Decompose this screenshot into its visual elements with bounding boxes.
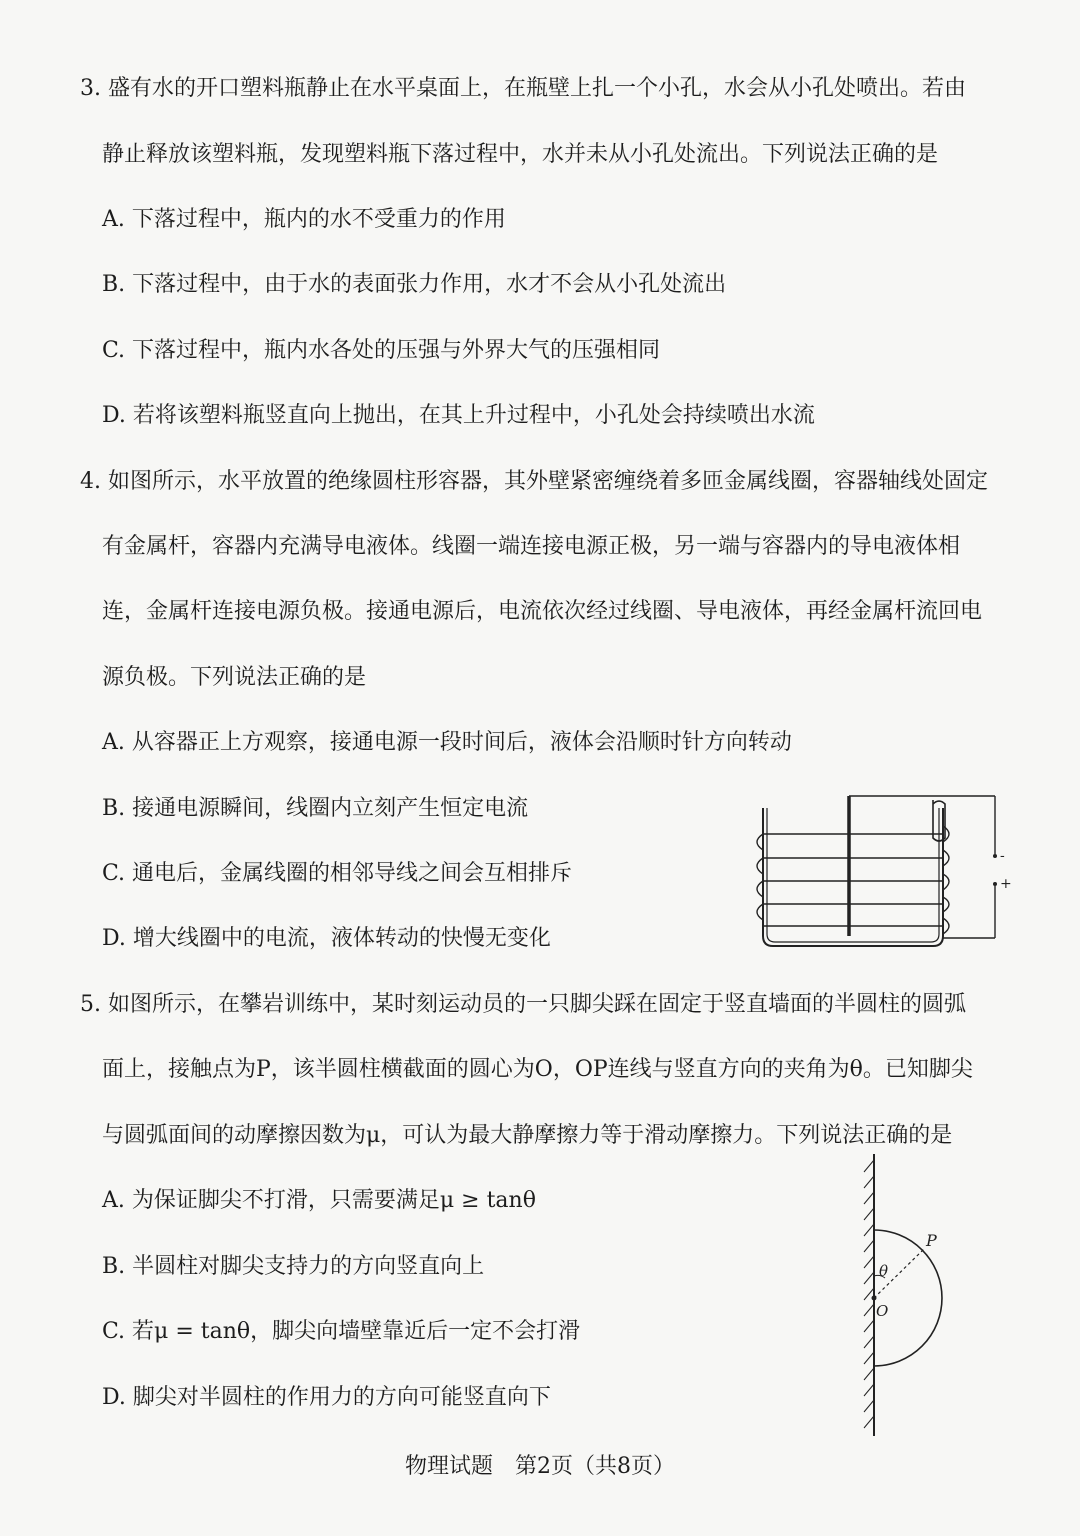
q5-stem-line-2: 面上，接触点为P，该半圆柱横截面的圆心为O，OP连线与竖直方向的夹角为θ。已知脚尖 [102,1057,973,1082]
page-footer: 物理试题 第2页（共8页） [405,1454,675,1479]
q4-option-b: B. 接通电源瞬间，线圈内立刻产生恒定电流 [102,796,529,821]
q3-stem-line-2: 静止释放该塑料瓶，发现塑料瓶下落过程中，水并未从小孔处流出。下列说法正确的是 [102,142,939,167]
q4-stem-line-1: 4. 如图所示，水平放置的绝缘圆柱形容器，其外壁紧密缠绕着多匝金属线圈，容器轴线处固定 [80,469,988,494]
q4-coil-container-figure [745,790,1015,955]
q5-half-cylinder-figure [850,1150,980,1440]
q4-stem-line-3: 连，金属杆连接电源负极。接通电源后，电流依次经过线圈、导电液体，再经金属杆流回电 [102,599,983,624]
q5-option-d: D. 脚尖对半圆柱的作用力的方向可能竖直向下 [102,1385,551,1410]
q4-stem-line-4: 源负极。下列说法正确的是 [102,665,367,690]
q5-stem-line-3: 与圆弧面间的动摩擦因数为μ，可认为最大静摩擦力等于滑动摩擦力。下列说法正确的是 [102,1123,953,1148]
q5-option-a: A. 为保证脚尖不打滑，只需要满足μ ≥ tanθ [102,1188,536,1213]
q4-stem-line-2: 有金属杆，容器内充满导电液体。线圈一端连接电源正极，另一端与容器内的导电液体相 [102,534,961,559]
plus-terminal-label: + [1000,876,1012,892]
q5-option-c: C. 若μ = tanθ，脚尖向墙壁靠近后一定不会打滑 [102,1319,581,1344]
center-o-label: O [876,1302,889,1320]
minus-terminal-label: - [1000,848,1005,864]
point-p-label: P [926,1231,937,1250]
q3-option-d: D. 若将该塑料瓶竖直向上抛出，在其上升过程中，小孔处会持续喷出水流 [102,403,815,428]
q4-option-d: D. 增大线圈中的电流，液体转动的快慢无变化 [102,926,551,951]
q3-option-b: B. 下落过程中，由于水的表面张力作用，水才不会从小孔处流出 [102,272,727,297]
q5-stem-line-1: 5. 如图所示，在攀岩训练中，某时刻运动员的一只脚尖踩在固定于竖直墙面的半圆柱的圆弧 [80,992,966,1017]
q3-stem-line-1: 3. 盛有水的开口塑料瓶静止在水平桌面上，在瓶壁上扎一个小孔，水会从小孔处喷出。若由 [80,76,966,101]
q5-option-b: B. 半圆柱对脚尖支持力的方向竖直向上 [102,1254,485,1279]
q4-option-c: C. 通电后，金属线圈的相邻导线之间会互相排斥 [102,861,573,886]
q3-option-c: C. 下落过程中，瓶内水各处的压强与外界大气的压强相同 [102,338,661,363]
q4-option-a: A. 从容器正上方观察，接通电源一段时间后，液体会沿顺时针方向转动 [102,730,792,755]
q3-option-a: A. 下落过程中，瓶内的水不受重力的作用 [102,207,506,232]
angle-theta-label: θ [879,1262,889,1280]
